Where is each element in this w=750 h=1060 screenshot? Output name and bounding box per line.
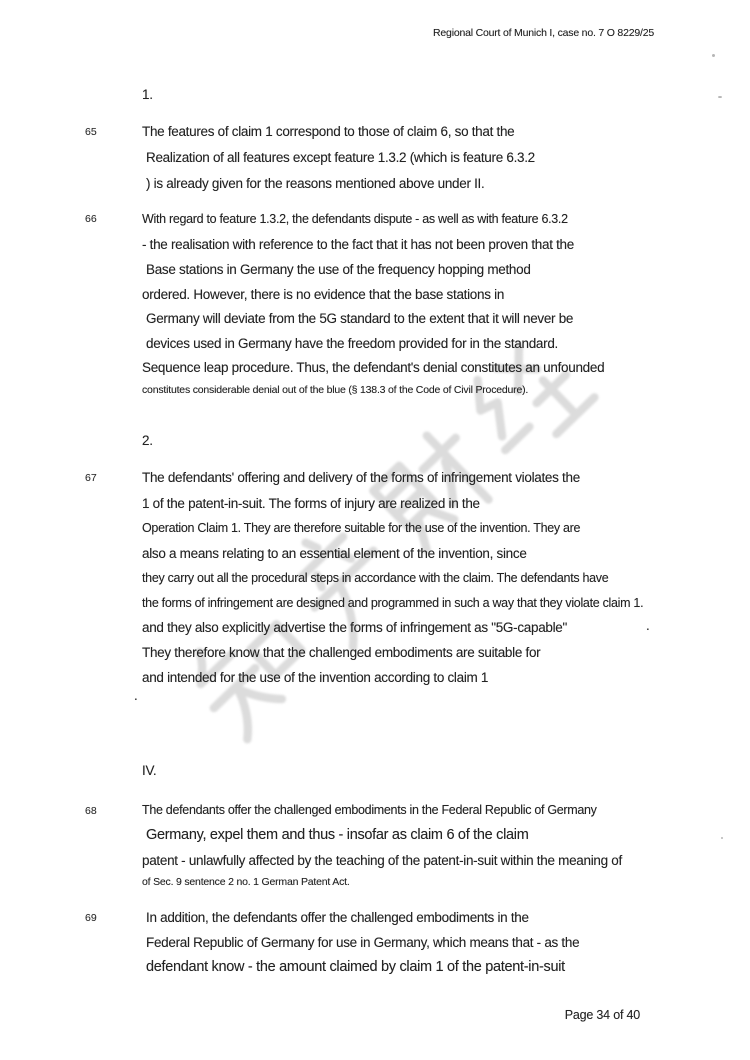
text-line: defendant know - the amount claimed by claim 1 of the patent-in-suit — [146, 959, 565, 975]
text-line: patent - unlawfully affected by the teaching of the patent-in-suit within the meaning of — [142, 853, 622, 868]
text-line: In addition, the defendants offer the challenged embodiments in the — [146, 910, 529, 925]
trailing-period: . — [646, 618, 650, 633]
text-line: and intended for the use of the invention according to claim 1 — [142, 670, 489, 685]
section-heading-1: 1. — [142, 87, 153, 102]
text-line: Germany, expel them and thus - insofar as claim 6 of the claim — [146, 827, 529, 843]
text-line: Base stations in Germany the use of the frequency hopping method — [146, 262, 531, 277]
text-line: and they also explicitly advertise the forms of infringement as "5G-capable" — [142, 620, 568, 635]
text-line: devices used in Germany have the freedom provided for in the standard. — [146, 336, 558, 351]
scan-speck — [721, 837, 723, 839]
text-line: the forms of infringement are designed and programmed in such a way that they violate claim 1. — [142, 596, 644, 610]
text-line: - the realisation with reference to the fact that it has not been proven that the — [142, 237, 574, 252]
text-line: of Sec. 9 sentence 2 no. 1 German Patent Act. — [142, 876, 350, 888]
watermark — [157, 309, 624, 767]
text-line: Germany will deviate from the 5G standard to the extent that it will never be — [146, 311, 574, 326]
scan-speck — [718, 96, 722, 98]
section-heading-4: IV. — [142, 763, 157, 778]
lone-period: . — [134, 688, 138, 703]
page-number-indicator: Page 34 of 40 — [564, 1008, 640, 1022]
text-line: The defendants' offering and delivery of the forms of infringement violates the — [142, 470, 580, 485]
text-line: The defendants offer the challenged embodiments in the Federal Republic of Germany — [142, 803, 597, 817]
margin-number-68: 68 — [85, 805, 97, 817]
margin-number-65: 65 — [85, 126, 97, 138]
text-line: 1 of the patent-in-suit. The forms of injury are realized in the — [142, 496, 480, 511]
text-line: ordered. However, there is no evidence that the base stations in — [142, 287, 505, 302]
text-line: constitutes considerable denial out of the blue (§ 138.3 of the Code of Civil Procedure). — [142, 384, 529, 396]
margin-number-67: 67 — [85, 472, 97, 484]
section-heading-2: 2. — [142, 433, 153, 448]
text-line: Sequence leap procedure. Thus, the defendant's denial constitutes an unfounded — [142, 360, 605, 375]
text-line: The features of claim 1 correspond to those of claim 6, so that the — [142, 124, 515, 139]
text-line: ) is already given for the reasons mentioned above under II. — [146, 176, 485, 191]
scan-speck — [712, 54, 715, 57]
margin-number-66: 66 — [85, 213, 97, 225]
margin-number-69: 69 — [85, 912, 97, 924]
text-line: also a means relating to an essential element of the invention, since — [142, 546, 527, 561]
text-line: Federal Republic of Germany for use in Germany, which means that - as the — [146, 935, 580, 950]
text-line: Operation Claim 1. They are therefore suitable for the use of the invention. They are — [142, 521, 581, 535]
text-line: With regard to feature 1.3.2, the defendants dispute - as well as with feature 6.3.2 — [142, 212, 568, 226]
header-case-reference: Regional Court of Munich I, case no. 7 O 8229/25 — [433, 27, 654, 39]
text-line: they carry out all the procedural steps in accordance with the claim. The defendants have — [142, 571, 609, 585]
text-line: They therefore know that the challenged embodiments are suitable for — [142, 645, 541, 660]
text-line: Realization of all features except feature 1.3.2 (which is feature 6.3.2 — [146, 150, 535, 165]
